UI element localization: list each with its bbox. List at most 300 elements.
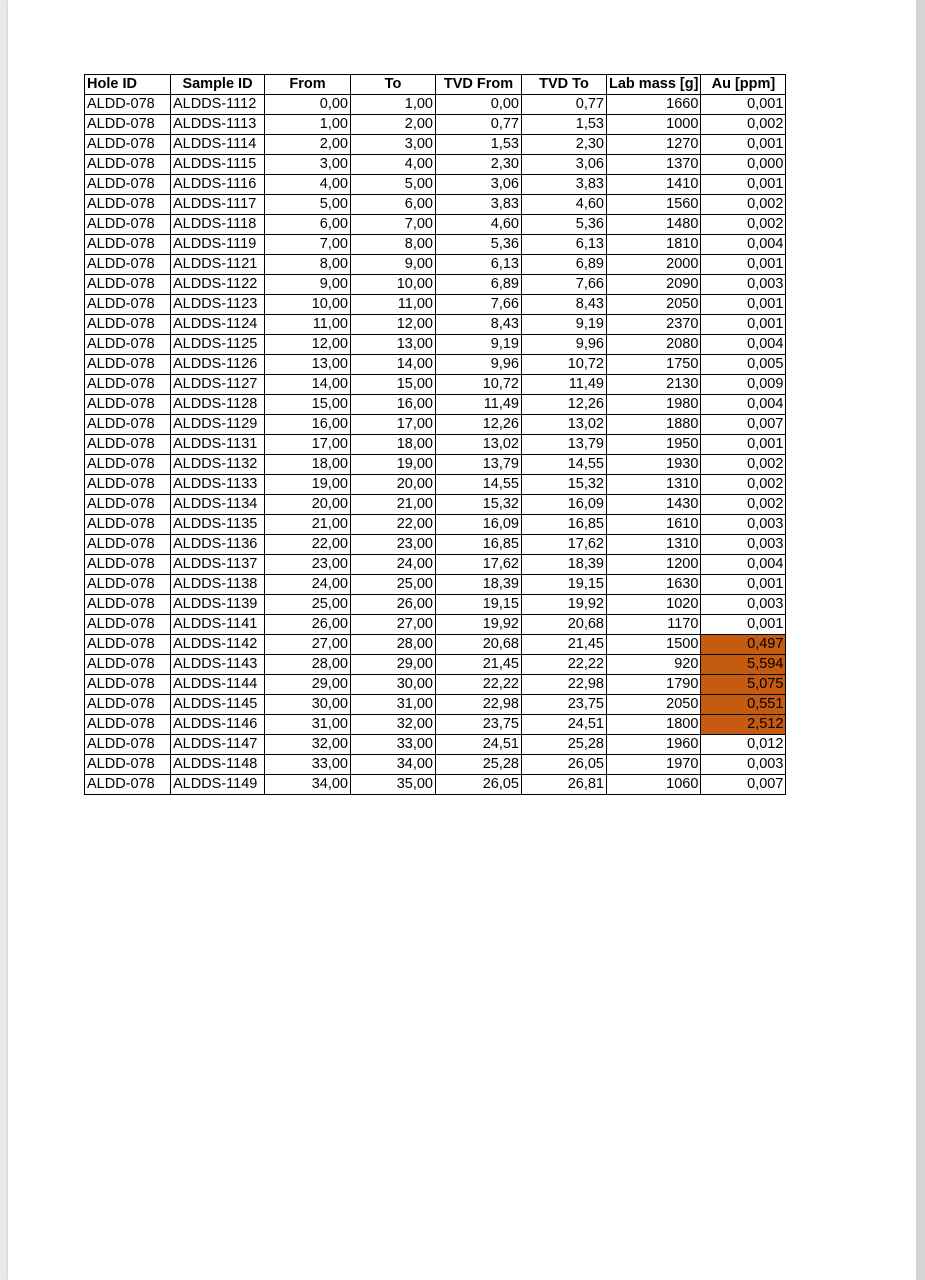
cell-hole-id: ALDD-078 xyxy=(85,715,171,735)
cell-tvd-to: 20,68 xyxy=(522,615,607,635)
cell-from: 34,00 xyxy=(265,775,351,795)
cell-hole-id: ALDD-078 xyxy=(85,495,171,515)
cell-tvd-to: 23,75 xyxy=(522,695,607,715)
cell-hole-id: ALDD-078 xyxy=(85,535,171,555)
cell-au-ppm: 0,002 xyxy=(701,455,786,475)
table-row xyxy=(85,155,786,175)
table-row xyxy=(85,355,786,375)
cell-tvd-to: 9,19 xyxy=(522,315,607,335)
cell-au-ppm: 0,001 xyxy=(701,435,786,455)
cell-sample-id: ALDDS-1128 xyxy=(171,395,265,415)
cell-tvd-from: 25,28 xyxy=(436,755,522,775)
table-row xyxy=(85,135,786,155)
header-lab-mass: Lab mass [g] xyxy=(607,75,701,95)
cell-sample-id: ALDDS-1134 xyxy=(171,495,265,515)
cell-sample-id: ALDDS-1118 xyxy=(171,215,265,235)
table-body xyxy=(85,95,786,795)
cell-hole-id: ALDD-078 xyxy=(85,675,171,695)
cell-hole-id: ALDD-078 xyxy=(85,255,171,275)
cell-tvd-from: 16,85 xyxy=(436,535,522,555)
table-row xyxy=(85,195,786,215)
cell-tvd-to: 10,72 xyxy=(522,355,607,375)
cell-hole-id: ALDD-078 xyxy=(85,275,171,295)
cell-tvd-to: 12,26 xyxy=(522,395,607,415)
cell-from: 18,00 xyxy=(265,455,351,475)
table-row xyxy=(85,695,786,715)
cell-from: 8,00 xyxy=(265,255,351,275)
table-row xyxy=(85,95,786,115)
cell-hole-id: ALDD-078 xyxy=(85,735,171,755)
cell-au-ppm: 0,004 xyxy=(701,235,786,255)
cell-sample-id: ALDDS-1146 xyxy=(171,715,265,735)
cell-tvd-from: 9,96 xyxy=(436,355,522,375)
cell-tvd-to: 9,96 xyxy=(522,335,607,355)
cell-tvd-to: 0,77 xyxy=(522,95,607,115)
cell-to: 30,00 xyxy=(351,675,436,695)
cell-to: 16,00 xyxy=(351,395,436,415)
cell-from: 33,00 xyxy=(265,755,351,775)
cell-tvd-from: 20,68 xyxy=(436,635,522,655)
table-row xyxy=(85,775,786,795)
table-row xyxy=(85,395,786,415)
cell-lab-mass: 1310 xyxy=(607,475,701,495)
cell-au-ppm: 0,002 xyxy=(701,215,786,235)
table-row xyxy=(85,615,786,635)
table-row xyxy=(85,575,786,595)
cell-au-ppm: 0,007 xyxy=(701,415,786,435)
table-row xyxy=(85,375,786,395)
cell-tvd-from: 24,51 xyxy=(436,735,522,755)
cell-tvd-from: 15,32 xyxy=(436,495,522,515)
cell-au-ppm: 0,007 xyxy=(701,775,786,795)
cell-hole-id: ALDD-078 xyxy=(85,475,171,495)
cell-from: 15,00 xyxy=(265,395,351,415)
table-row xyxy=(85,175,786,195)
table-row xyxy=(85,235,786,255)
cell-hole-id: ALDD-078 xyxy=(85,95,171,115)
cell-lab-mass: 1410 xyxy=(607,175,701,195)
cell-au-ppm: 0,551 xyxy=(701,695,786,715)
cell-to: 19,00 xyxy=(351,455,436,475)
cell-tvd-to: 26,81 xyxy=(522,775,607,795)
cell-to: 10,00 xyxy=(351,275,436,295)
cell-tvd-to: 26,05 xyxy=(522,755,607,775)
cell-lab-mass: 1270 xyxy=(607,135,701,155)
cell-au-ppm: 0,000 xyxy=(701,155,786,175)
cell-lab-mass: 1170 xyxy=(607,615,701,635)
cell-lab-mass: 1020 xyxy=(607,595,701,615)
cell-to: 3,00 xyxy=(351,135,436,155)
cell-tvd-from: 0,77 xyxy=(436,115,522,135)
cell-hole-id: ALDD-078 xyxy=(85,655,171,675)
cell-to: 34,00 xyxy=(351,755,436,775)
table-row xyxy=(85,715,786,735)
cell-from: 14,00 xyxy=(265,375,351,395)
cell-lab-mass: 1370 xyxy=(607,155,701,175)
cell-from: 30,00 xyxy=(265,695,351,715)
cell-au-ppm: 5,594 xyxy=(701,655,786,675)
cell-tvd-to: 24,51 xyxy=(522,715,607,735)
cell-au-ppm: 0,001 xyxy=(701,175,786,195)
cell-to: 21,00 xyxy=(351,495,436,515)
viewer-scroll-edge xyxy=(916,0,925,1280)
cell-lab-mass: 1790 xyxy=(607,675,701,695)
cell-tvd-to: 2,30 xyxy=(522,135,607,155)
cell-lab-mass: 920 xyxy=(607,655,701,675)
cell-au-ppm: 0,497 xyxy=(701,635,786,655)
cell-lab-mass: 2090 xyxy=(607,275,701,295)
cell-tvd-from: 0,00 xyxy=(436,95,522,115)
cell-hole-id: ALDD-078 xyxy=(85,775,171,795)
table-row xyxy=(85,515,786,535)
cell-sample-id: ALDDS-1132 xyxy=(171,455,265,475)
cell-lab-mass: 2000 xyxy=(607,255,701,275)
cell-sample-id: ALDDS-1115 xyxy=(171,155,265,175)
cell-lab-mass: 1480 xyxy=(607,215,701,235)
cell-lab-mass: 1200 xyxy=(607,555,701,575)
cell-hole-id: ALDD-078 xyxy=(85,215,171,235)
cell-from: 24,00 xyxy=(265,575,351,595)
cell-hole-id: ALDD-078 xyxy=(85,635,171,655)
cell-from: 16,00 xyxy=(265,415,351,435)
cell-tvd-to: 7,66 xyxy=(522,275,607,295)
cell-tvd-to: 18,39 xyxy=(522,555,607,575)
cell-au-ppm: 0,001 xyxy=(701,575,786,595)
cell-hole-id: ALDD-078 xyxy=(85,615,171,635)
cell-from: 21,00 xyxy=(265,515,351,535)
cell-au-ppm: 0,002 xyxy=(701,195,786,215)
cell-lab-mass: 2130 xyxy=(607,375,701,395)
cell-sample-id: ALDDS-1136 xyxy=(171,535,265,555)
table-row xyxy=(85,315,786,335)
cell-to: 24,00 xyxy=(351,555,436,575)
table-row xyxy=(85,435,786,455)
cell-from: 29,00 xyxy=(265,675,351,695)
cell-au-ppm: 0,002 xyxy=(701,475,786,495)
cell-hole-id: ALDD-078 xyxy=(85,755,171,775)
cell-hole-id: ALDD-078 xyxy=(85,575,171,595)
table-row xyxy=(85,595,786,615)
cell-tvd-from: 21,45 xyxy=(436,655,522,675)
cell-from: 32,00 xyxy=(265,735,351,755)
cell-au-ppm: 0,004 xyxy=(701,555,786,575)
header-from: From xyxy=(265,75,351,95)
cell-sample-id: ALDDS-1122 xyxy=(171,275,265,295)
cell-to: 7,00 xyxy=(351,215,436,235)
cell-sample-id: ALDDS-1117 xyxy=(171,195,265,215)
cell-tvd-from: 4,60 xyxy=(436,215,522,235)
cell-sample-id: ALDDS-1139 xyxy=(171,595,265,615)
cell-tvd-to: 3,06 xyxy=(522,155,607,175)
table-row xyxy=(85,555,786,575)
cell-au-ppm: 0,001 xyxy=(701,615,786,635)
cell-to: 11,00 xyxy=(351,295,436,315)
table-row xyxy=(85,215,786,235)
cell-to: 9,00 xyxy=(351,255,436,275)
cell-from: 4,00 xyxy=(265,175,351,195)
cell-sample-id: ALDDS-1141 xyxy=(171,615,265,635)
cell-hole-id: ALDD-078 xyxy=(85,175,171,195)
cell-sample-id: ALDDS-1112 xyxy=(171,95,265,115)
cell-to: 18,00 xyxy=(351,435,436,455)
cell-tvd-from: 3,06 xyxy=(436,175,522,195)
cell-sample-id: ALDDS-1116 xyxy=(171,175,265,195)
cell-from: 10,00 xyxy=(265,295,351,315)
cell-lab-mass: 1880 xyxy=(607,415,701,435)
cell-sample-id: ALDDS-1143 xyxy=(171,655,265,675)
cell-from: 1,00 xyxy=(265,115,351,135)
cell-from: 27,00 xyxy=(265,635,351,655)
cell-from: 5,00 xyxy=(265,195,351,215)
cell-sample-id: ALDDS-1113 xyxy=(171,115,265,135)
cell-tvd-from: 23,75 xyxy=(436,715,522,735)
cell-tvd-from: 13,79 xyxy=(436,455,522,475)
cell-to: 31,00 xyxy=(351,695,436,715)
cell-tvd-from: 6,13 xyxy=(436,255,522,275)
cell-lab-mass: 1430 xyxy=(607,495,701,515)
cell-lab-mass: 1950 xyxy=(607,435,701,455)
cell-to: 6,00 xyxy=(351,195,436,215)
cell-hole-id: ALDD-078 xyxy=(85,295,171,315)
header-hole-id: Hole ID xyxy=(85,75,171,95)
cell-lab-mass: 1930 xyxy=(607,455,701,475)
cell-tvd-from: 19,92 xyxy=(436,615,522,635)
table-row xyxy=(85,415,786,435)
table-row xyxy=(85,455,786,475)
cell-tvd-to: 1,53 xyxy=(522,115,607,135)
table-row xyxy=(85,535,786,555)
cell-sample-id: ALDDS-1121 xyxy=(171,255,265,275)
cell-sample-id: ALDDS-1124 xyxy=(171,315,265,335)
cell-to: 2,00 xyxy=(351,115,436,135)
cell-tvd-to: 21,45 xyxy=(522,635,607,655)
cell-sample-id: ALDDS-1138 xyxy=(171,575,265,595)
cell-hole-id: ALDD-078 xyxy=(85,335,171,355)
table-row xyxy=(85,755,786,775)
cell-lab-mass: 1750 xyxy=(607,355,701,375)
table-row xyxy=(85,735,786,755)
cell-tvd-from: 6,89 xyxy=(436,275,522,295)
cell-sample-id: ALDDS-1147 xyxy=(171,735,265,755)
cell-tvd-to: 16,85 xyxy=(522,515,607,535)
cell-sample-id: ALDDS-1149 xyxy=(171,775,265,795)
table-row xyxy=(85,335,786,355)
cell-to: 27,00 xyxy=(351,615,436,635)
cell-from: 22,00 xyxy=(265,535,351,555)
cell-hole-id: ALDD-078 xyxy=(85,355,171,375)
cell-hole-id: ALDD-078 xyxy=(85,315,171,335)
cell-tvd-to: 13,02 xyxy=(522,415,607,435)
cell-tvd-from: 18,39 xyxy=(436,575,522,595)
cell-from: 6,00 xyxy=(265,215,351,235)
cell-lab-mass: 1800 xyxy=(607,715,701,735)
cell-tvd-to: 13,79 xyxy=(522,435,607,455)
table-row xyxy=(85,655,786,675)
cell-au-ppm: 0,003 xyxy=(701,755,786,775)
cell-au-ppm: 0,012 xyxy=(701,735,786,755)
cell-tvd-from: 14,55 xyxy=(436,475,522,495)
cell-lab-mass: 1960 xyxy=(607,735,701,755)
cell-au-ppm: 0,003 xyxy=(701,595,786,615)
cell-sample-id: ALDDS-1127 xyxy=(171,375,265,395)
cell-lab-mass: 1310 xyxy=(607,535,701,555)
cell-lab-mass: 1980 xyxy=(607,395,701,415)
cell-au-ppm: 0,004 xyxy=(701,335,786,355)
cell-au-ppm: 5,075 xyxy=(701,675,786,695)
table-row xyxy=(85,675,786,695)
cell-au-ppm: 0,002 xyxy=(701,115,786,135)
cell-tvd-from: 13,02 xyxy=(436,435,522,455)
cell-from: 26,00 xyxy=(265,615,351,635)
table-row xyxy=(85,255,786,275)
cell-from: 25,00 xyxy=(265,595,351,615)
cell-to: 15,00 xyxy=(351,375,436,395)
table-row xyxy=(85,635,786,655)
cell-tvd-to: 14,55 xyxy=(522,455,607,475)
cell-tvd-from: 3,83 xyxy=(436,195,522,215)
cell-to: 5,00 xyxy=(351,175,436,195)
cell-tvd-from: 19,15 xyxy=(436,595,522,615)
cell-hole-id: ALDD-078 xyxy=(85,435,171,455)
cell-sample-id: ALDDS-1123 xyxy=(171,295,265,315)
cell-tvd-from: 7,66 xyxy=(436,295,522,315)
cell-tvd-from: 22,98 xyxy=(436,695,522,715)
cell-lab-mass: 1810 xyxy=(607,235,701,255)
cell-hole-id: ALDD-078 xyxy=(85,515,171,535)
cell-to: 33,00 xyxy=(351,735,436,755)
cell-hole-id: ALDD-078 xyxy=(85,395,171,415)
table-row xyxy=(85,115,786,135)
cell-to: 8,00 xyxy=(351,235,436,255)
table-row xyxy=(85,475,786,495)
cell-from: 19,00 xyxy=(265,475,351,495)
cell-to: 29,00 xyxy=(351,655,436,675)
cell-to: 22,00 xyxy=(351,515,436,535)
cell-from: 12,00 xyxy=(265,335,351,355)
cell-au-ppm: 0,001 xyxy=(701,255,786,275)
cell-hole-id: ALDD-078 xyxy=(85,595,171,615)
cell-lab-mass: 1660 xyxy=(607,95,701,115)
cell-from: 11,00 xyxy=(265,315,351,335)
cell-sample-id: ALDDS-1133 xyxy=(171,475,265,495)
cell-to: 1,00 xyxy=(351,95,436,115)
cell-sample-id: ALDDS-1145 xyxy=(171,695,265,715)
cell-hole-id: ALDD-078 xyxy=(85,415,171,435)
cell-hole-id: ALDD-078 xyxy=(85,375,171,395)
cell-tvd-to: 8,43 xyxy=(522,295,607,315)
cell-lab-mass: 2050 xyxy=(607,695,701,715)
cell-au-ppm: 2,512 xyxy=(701,715,786,735)
cell-au-ppm: 0,001 xyxy=(701,295,786,315)
table-row xyxy=(85,495,786,515)
cell-lab-mass: 1500 xyxy=(607,635,701,655)
cell-to: 13,00 xyxy=(351,335,436,355)
cell-tvd-from: 12,26 xyxy=(436,415,522,435)
cell-from: 17,00 xyxy=(265,435,351,455)
table-row xyxy=(85,275,786,295)
cell-lab-mass: 2370 xyxy=(607,315,701,335)
cell-sample-id: ALDDS-1144 xyxy=(171,675,265,695)
cell-tvd-to: 6,89 xyxy=(522,255,607,275)
cell-hole-id: ALDD-078 xyxy=(85,195,171,215)
assay-table xyxy=(84,74,786,795)
cell-tvd-from: 11,49 xyxy=(436,395,522,415)
cell-tvd-from: 5,36 xyxy=(436,235,522,255)
cell-from: 20,00 xyxy=(265,495,351,515)
cell-au-ppm: 0,001 xyxy=(701,135,786,155)
cell-from: 31,00 xyxy=(265,715,351,735)
cell-lab-mass: 1560 xyxy=(607,195,701,215)
cell-lab-mass: 1970 xyxy=(607,755,701,775)
cell-to: 32,00 xyxy=(351,715,436,735)
cell-from: 13,00 xyxy=(265,355,351,375)
cell-sample-id: ALDDS-1137 xyxy=(171,555,265,575)
cell-hole-id: ALDD-078 xyxy=(85,155,171,175)
cell-au-ppm: 0,004 xyxy=(701,395,786,415)
cell-tvd-from: 8,43 xyxy=(436,315,522,335)
cell-from: 3,00 xyxy=(265,155,351,175)
cell-sample-id: ALDDS-1119 xyxy=(171,235,265,255)
cell-sample-id: ALDDS-1125 xyxy=(171,335,265,355)
header-to: To xyxy=(351,75,436,95)
cell-au-ppm: 0,001 xyxy=(701,315,786,335)
cell-au-ppm: 0,003 xyxy=(701,535,786,555)
cell-to: 35,00 xyxy=(351,775,436,795)
cell-tvd-to: 6,13 xyxy=(522,235,607,255)
cell-hole-id: ALDD-078 xyxy=(85,235,171,255)
cell-lab-mass: 2050 xyxy=(607,295,701,315)
cell-lab-mass: 1060 xyxy=(607,775,701,795)
cell-from: 7,00 xyxy=(265,235,351,255)
cell-lab-mass: 1000 xyxy=(607,115,701,135)
table-header-row xyxy=(85,75,786,95)
cell-sample-id: ALDDS-1126 xyxy=(171,355,265,375)
cell-to: 17,00 xyxy=(351,415,436,435)
cell-to: 12,00 xyxy=(351,315,436,335)
cell-sample-id: ALDDS-1135 xyxy=(171,515,265,535)
cell-tvd-to: 22,22 xyxy=(522,655,607,675)
viewer-background-left xyxy=(0,0,8,1280)
cell-hole-id: ALDD-078 xyxy=(85,455,171,475)
cell-hole-id: ALDD-078 xyxy=(85,115,171,135)
cell-tvd-from: 10,72 xyxy=(436,375,522,395)
cell-tvd-from: 17,62 xyxy=(436,555,522,575)
cell-tvd-to: 19,15 xyxy=(522,575,607,595)
cell-to: 26,00 xyxy=(351,595,436,615)
cell-tvd-to: 5,36 xyxy=(522,215,607,235)
cell-tvd-to: 22,98 xyxy=(522,675,607,695)
cell-tvd-to: 3,83 xyxy=(522,175,607,195)
cell-from: 28,00 xyxy=(265,655,351,675)
cell-to: 14,00 xyxy=(351,355,436,375)
cell-au-ppm: 0,003 xyxy=(701,275,786,295)
cell-sample-id: ALDDS-1131 xyxy=(171,435,265,455)
cell-to: 28,00 xyxy=(351,635,436,655)
cell-tvd-from: 22,22 xyxy=(436,675,522,695)
cell-to: 4,00 xyxy=(351,155,436,175)
cell-au-ppm: 0,005 xyxy=(701,355,786,375)
cell-tvd-to: 4,60 xyxy=(522,195,607,215)
cell-tvd-to: 15,32 xyxy=(522,475,607,495)
header-tvd-to: TVD To xyxy=(522,75,607,95)
cell-to: 20,00 xyxy=(351,475,436,495)
cell-lab-mass: 1630 xyxy=(607,575,701,595)
cell-sample-id: ALDDS-1129 xyxy=(171,415,265,435)
cell-sample-id: ALDDS-1142 xyxy=(171,635,265,655)
cell-au-ppm: 0,001 xyxy=(701,95,786,115)
cell-tvd-to: 16,09 xyxy=(522,495,607,515)
cell-from: 23,00 xyxy=(265,555,351,575)
